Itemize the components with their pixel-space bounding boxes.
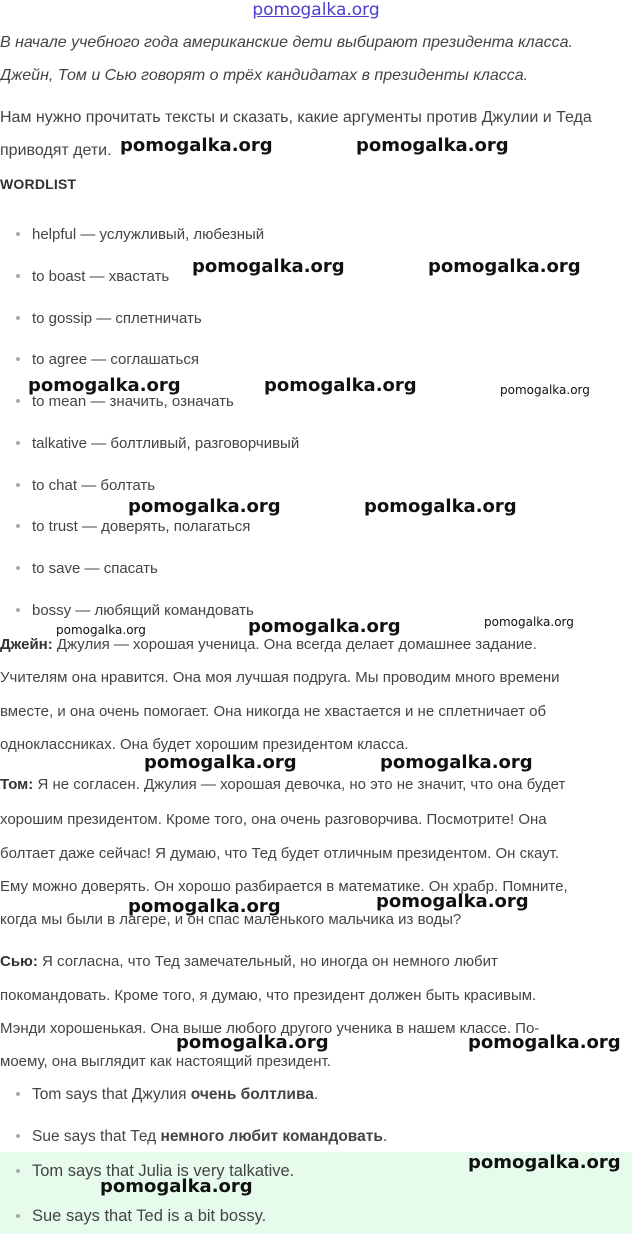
sue-line-1: Сью: Я согласна, что Тед замечательный, но иногда он немного любит <box>0 953 498 970</box>
jane-line-1: Джейн: Джулия — хорошая ученица. Она всегда делает домашнее задание. <box>0 636 537 653</box>
watermark: pomogalka.org <box>380 752 533 773</box>
sue-line-4: моему, она выглядит как настоящий президент. <box>0 1053 331 1070</box>
wordlist-item: to trust — доверять, полагаться <box>16 518 250 535</box>
speaker-sue: Сью: <box>0 953 38 970</box>
watermark: pomogalka.org <box>376 891 529 912</box>
watermark: pomogalka.org <box>468 1152 621 1173</box>
bullet-icon <box>16 608 20 612</box>
answer-ru-item: Tom says that Джулия очень болтлива. <box>16 1086 318 1104</box>
bullet-icon <box>16 524 20 528</box>
bullet-icon <box>16 1214 20 1218</box>
intro-line-1: В начале учебного года американские дети выбирают президента класса. <box>0 34 573 51</box>
bullet-icon <box>16 1169 20 1173</box>
wordlist-item: to agree — соглашаться <box>16 351 199 368</box>
watermark: pomogalka.org <box>500 383 590 397</box>
bullet-icon <box>16 399 20 403</box>
bullet-icon <box>16 316 20 320</box>
bullet-icon <box>16 483 20 487</box>
jane-line-4: одноклассниках. Она будет хорошим президентом класса. <box>0 736 409 753</box>
wordlist-item: to mean — значить, означать <box>16 393 234 410</box>
watermark: pomogalka.org <box>56 623 146 637</box>
wordlist-item: to boast — хвастать <box>16 268 169 285</box>
tom-line-1: Том: Я не согласен. Джулия — хорошая девочка, но это не значит, что она будет <box>0 776 566 793</box>
watermark: pomogalka.org <box>28 375 181 396</box>
bullet-icon <box>16 1134 20 1138</box>
bullet-icon <box>16 1092 20 1096</box>
watermark: pomogalka.org <box>484 615 574 629</box>
task-line-1: Нам нужно прочитать тексты и сказать, какие аргументы против Джулии и Теда <box>0 109 592 126</box>
speaker-tom: Том: <box>0 776 34 793</box>
watermark: pomogalka.org <box>144 752 297 773</box>
watermark: pomogalka.org <box>100 1176 253 1197</box>
watermark: pomogalka.org <box>192 256 345 277</box>
bullet-icon <box>16 232 20 236</box>
tom-line-4: Ему можно доверять. Он хорошо разбирается в математике. Он храбр. Помните, <box>0 878 568 895</box>
speaker-jane: Джейн: <box>0 636 53 653</box>
task-line-2: приводят дети. <box>0 142 112 159</box>
answer-en-item: Sue says that Ted is a bit bossy. <box>16 1207 266 1226</box>
answer-ru-item: Sue says that Тед немного любит командовать. <box>16 1128 387 1146</box>
wordlist-item: to chat — болтать <box>16 477 155 494</box>
wordlist-item: to save — спасать <box>16 560 158 577</box>
watermark: pomogalka.org <box>364 496 517 517</box>
tom-line-5: когда мы были в лагере, и он спас маленького мальчика из воды? <box>0 911 462 928</box>
answer-en-item: Tom says that Julia is very talkative. <box>16 1162 294 1181</box>
watermark: pomogalka.org <box>248 616 401 637</box>
intro-line-2: Джейн, Том и Сью говорят о трёх кандидатах в президенты класса. <box>0 67 529 84</box>
watermark: pomogalka.org <box>128 496 281 517</box>
watermark: pomogalka.org <box>128 896 281 917</box>
jane-line-2: Учителям она нравится. Она моя лучшая подруга. Мы проводим много времени <box>0 669 560 686</box>
watermark: pomogalka.org <box>356 135 509 156</box>
bullet-icon <box>16 274 20 278</box>
site-header-link[interactable]: pomogalka.org <box>252 0 380 20</box>
bullet-icon <box>16 441 20 445</box>
tom-line-3: болтает даже сейчас! Я думаю, что Тед будет отличным президентом. Он скаут. <box>0 845 560 862</box>
bullet-icon <box>16 566 20 570</box>
wordlist-title: WORDLIST <box>0 176 77 192</box>
bullet-icon <box>16 357 20 361</box>
wordlist-item: talkative — болтливый, разговорчивый <box>16 435 299 452</box>
wordlist-item: bossy — любящий командовать <box>16 602 254 619</box>
watermark: pomogalka.org <box>428 256 581 277</box>
watermark: pomogalka.org <box>468 1032 621 1053</box>
sue-line-2: покомандовать. Кроме того, я думаю, что президент должен быть красивым. <box>0 987 537 1004</box>
jane-line-3: вместе, и она очень помогает. Она никогда не хвастается и не сплетничает об <box>0 703 547 720</box>
wordlist-item: helpful — услужливый, любезный <box>16 226 264 243</box>
sue-line-3: Мэнди хорошенькая. Она выше любого другого ученика в нашем классе. По- <box>0 1020 540 1037</box>
tom-line-2: хорошим президентом. Кроме того, она очень разговорчива. Посмотрите! Она <box>0 811 547 828</box>
wordlist-item: to gossip — сплетничать <box>16 310 202 327</box>
watermark: pomogalka.org <box>176 1032 329 1053</box>
watermark: pomogalka.org <box>120 135 273 156</box>
watermark: pomogalka.org <box>264 375 417 396</box>
